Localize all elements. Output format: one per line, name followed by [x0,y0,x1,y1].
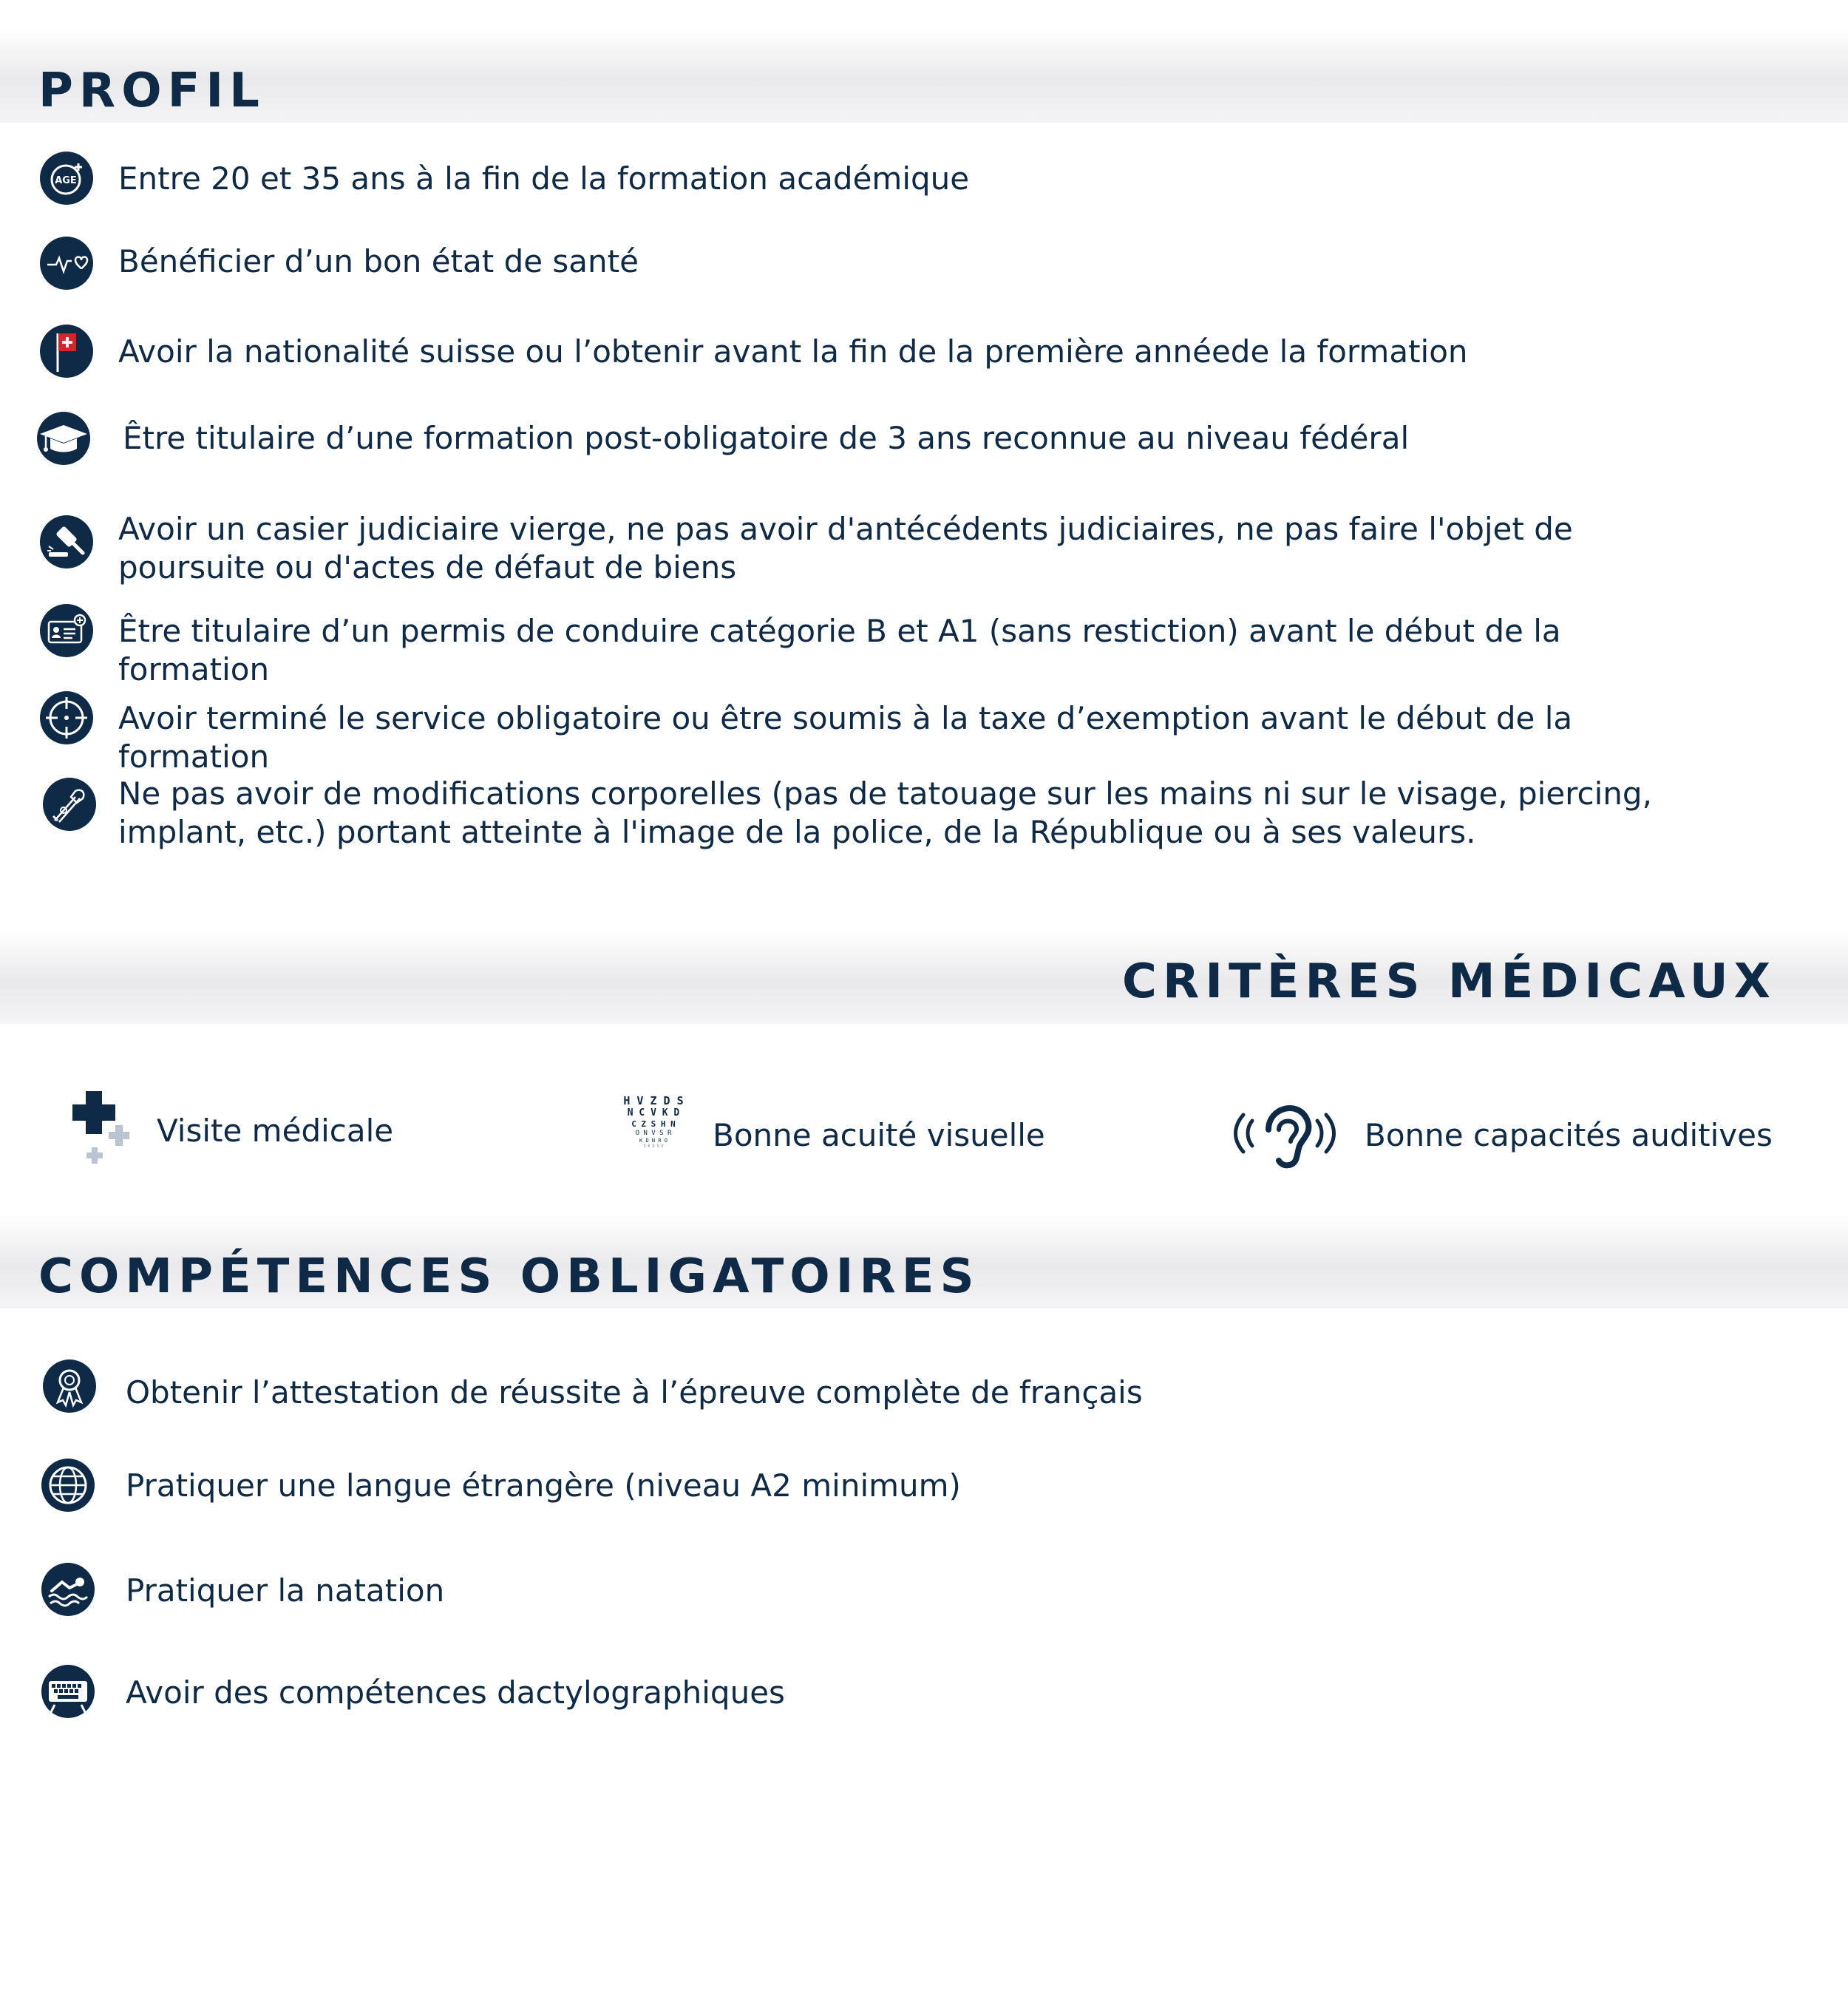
graduation-cap-icon [35,410,92,466]
heartbeat-icon [38,235,95,291]
ear-icon [1224,1087,1342,1178]
criteres-title: CRITÈRES MÉDICAUX [1122,954,1776,1009]
competences-item-francais: Obtenir l’attestation de réussite à l’épreuve complète de français [126,1374,1143,1411]
competences-item-natation: Pratiquer la natation [126,1572,445,1609]
age-icon [38,150,95,206]
profil-item-age: Entre 20 et 35 ans à la fin de la formation académique [118,160,970,197]
keyboard-icon [40,1663,96,1720]
profil-item-permis: Être titulaire d’un permis de conduire catégorie B et A1 (sans restiction) avant le début de la formation [118,613,1561,688]
eye-chart-row: N C V K D [627,1107,680,1118]
competences-title: COMPÉTENCES OBLIGATOIRES [38,1249,980,1304]
gavel-icon [38,514,95,570]
tattoo-icon [41,776,98,832]
profil-item-sante: Bénéficier d’un bon état de santé [118,243,639,279]
profil-item-nationalite: Avoir la nationalité suisse ou l’obtenir avant la fin de la première annéede la formation [118,333,1468,370]
eye-chart-row: Z K D S V [643,1144,664,1149]
globe-icon [40,1457,96,1513]
profil-item-formation: Être titulaire d’une formation post-obligatoire de 3 ans reconnue au niveau fédéral [123,420,1410,456]
profil-item-casier: Avoir un casier judiciaire vierge, ne pas avoir d'antécédents judiciaires, ne pas faire l'objet de poursuite ou d'actes de défaut de biens [118,511,1573,585]
criteres-item-visite: Visite médicale [157,1113,394,1149]
profil-item-modifications: Ne pas avoir de modifications corporelles (pas de tatouage sur les mains ni sur le visage, piercing, implant, etc.) portant atteinte à l'image de la police, de la République ou à ses valeurs. [118,775,1652,850]
award-ribbon-icon [41,1358,98,1414]
eye-chart-row: O N V S R [635,1130,672,1137]
eye-chart-icon [611,1094,696,1150]
criteres-item-acuite: Bonne acuité visuelle [713,1117,1045,1153]
swimmer-icon [40,1561,96,1617]
crosshair-icon [38,690,95,746]
competences-item-langue: Pratiquer une langue étrangère (niveau A2 minimum) [126,1467,961,1504]
competences-item-dactylo: Avoir des compétences dactylographiques [126,1674,785,1711]
svg-text:AGE: AGE [55,175,77,186]
eye-chart-row: C Z S H N [631,1119,676,1129]
eye-chart-row: K D N R O [639,1138,667,1144]
id-card-icon [38,602,95,659]
criteres-item-auditives: Bonne capacités auditives [1365,1117,1773,1153]
swiss-flag-icon [38,323,95,379]
eye-chart-row: H V Z D S [623,1094,684,1107]
medical-cross-icon [71,1088,139,1168]
profil-header-band [0,28,1848,123]
profil-title: PROFIL [38,64,265,118]
profil-item-service: Avoir terminé le service obligatoire ou être soumis à la taxe d’exemption avant le début de la formation [118,700,1573,775]
